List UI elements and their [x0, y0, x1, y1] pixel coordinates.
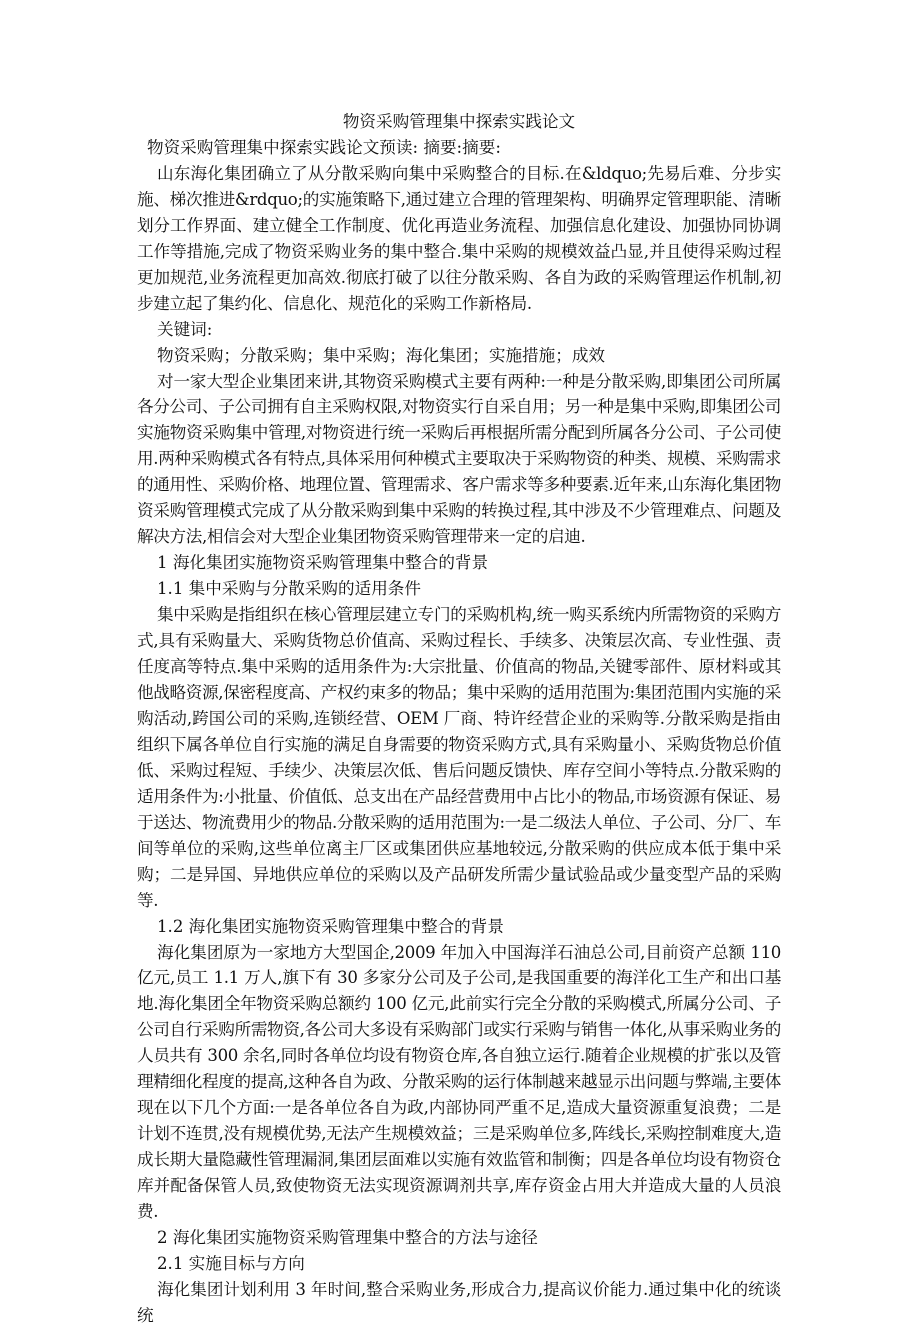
keywords-list: 物资采购；分散采购；集中采购；海化集团；实施措施；成效	[157, 345, 606, 365]
preview-line: 物资采购管理集中探索实践论文预读: 摘要:摘要:	[147, 137, 501, 157]
keywords-label: 关键词:	[157, 319, 213, 339]
section-heading-2: 2 海化集团实施物资采购管理集中整合的方法与途径	[157, 1227, 538, 1247]
section-heading-1-2: 1.2 海化集团实施物资采购管理集中整合的背景	[157, 916, 504, 936]
section-1-1-paragraph: 集中采购是指组织在核心管理层建立专门的采购机构,统一购买系统内所需物资的采购方式,具有采购量大、采购货物总价值高、采购过程长、手续多、决策层次高、专业性强、责任度高等特点.集中采购的适用条件为:大宗批量、价值高的物品,关键零部件、原材料或其他战略资源,保密程度高、产权约束多的物品；集中采购的适用范围为:集团范围内实施的采购活动,跨国公司的采购,连锁经营、OEM 厂商、特许经营企业的采购等.分散采购是指由组织下属各单位自行实施的满足自身需要的物资采购方式,具有采购量小、采购货物总价值低、采购过程短、手续少、决策层次低、售后问题反馈快、库存空间小等特点.分散采购的适用条件为:小批量、价值低、总支出在产品经营费用中占比小的物品,市场资源有保证、易于送达、物流费用少的物品.分散采购的适用范围为:一是二级法人单位、子公司、分厂、车间等单位的采购,这些单位离主厂区或集团供应基地较远,分散采购的供应成本低于集中采购；二是异国、异地供应单位的采购以及产品研发所需少量试验品或少量变型产品的采购等.	[137, 605, 781, 910]
abstract-paragraph: 山东海化集团确立了从分散采购向集中采购整合的目标.在&ldquo;先易后难、分步实施、梯次推进&rdquo;的实施策略下,通过建立合理的管理架构、明确界定管理职能、清晰划分工作界面、建立健全工作制度、优化再造业务流程、加强信息化建设、加强协同协调工作等措施,完成了物资采购业务的集中整合.集中采购的规模效益凸显,并且使得采购过程更加规范,业务流程更加高效.彻底打破了以往分散采购、各自为政的采购管理运作机制,初步建立起了集约化、信息化、规范化的采购工作新格局.	[137, 163, 781, 313]
document-title: 物资采购管理集中探索实践论文	[342, 112, 576, 131]
section-1-2-paragraph: 海化集团原为一家地方大型国企,2009 年加入中国海洋石油总公司,目前资产总额 110 亿元,员工 1.1 万人,旗下有 30 多家分公司及子公司,是我国重要的海洋化工生产和出口基地.海化集团全年物资采购总额约 100 亿元,此前实行完全分散的采购模式,所属分公司、子公司自行采购所需物资,各公司大多设有采购部门或实行采购与销售一体化,从事采购业务的人员共有 300 余名,同时各单位均设有物资仓库,各自独立运行.随着企业规模的扩张以及管理精细化程度的提高,这种各自为政、分散采购的运行体制越来越显示出问题与弊端,主要体现在以下几个方面:一是各单位各自为政,内部协同严重不足,造成大量资源重复浪费；二是计划不连贯,没有规模优势,无法产生规模效益；三是采购单位多,阵线长,采购控制难度大,造成长期大量隐藏性管理漏洞,集团层面难以实施有效监管和制衡；四是各单位均设有物资仓库并配备保管人员,致使物资无法实现资源调剂共享,库存资金占用大并造成大量的人员浪费.	[137, 942, 781, 1222]
document-page	[137, 109, 781, 1329]
section-heading-1: 1 海化集团实施物资采购管理集中整合的背景	[157, 553, 489, 573]
section-heading-1-1: 1.1 集中采购与分散采购的适用条件	[157, 579, 421, 599]
section-2-1-paragraph: 海化集团计划利用 3 年时间,整合采购业务,形成合力,提高议价能力.通过集中化的统谈统	[137, 1279, 781, 1325]
intro-paragraph: 对一家大型企业集团来讲,其物资采购模式主要有两种:一种是分散采购,即集团公司所属各分公司、子公司拥有自主采购权限,对物资实行自采自用；另一种是集中采购,即集团公司实施物资采购集中管理,对物资进行统一采购后再根据所需分配到所属各分公司、子公司使用.两种采购模式各有特点,具体采用何种模式主要取决于采购物资的种类、规模、采购需求的通用性、采购价格、地理位置、管理需求、客户需求等多种要素.近年来,山东海化集团物资采购管理模式完成了从分散采购到集中采购的转换过程,其中涉及不少管理难点、问题及解决方法,相信会对大型企业集团物资采购管理带来一定的启迪.	[137, 371, 781, 547]
section-heading-2-1: 2.1 实施目标与方向	[157, 1253, 305, 1273]
